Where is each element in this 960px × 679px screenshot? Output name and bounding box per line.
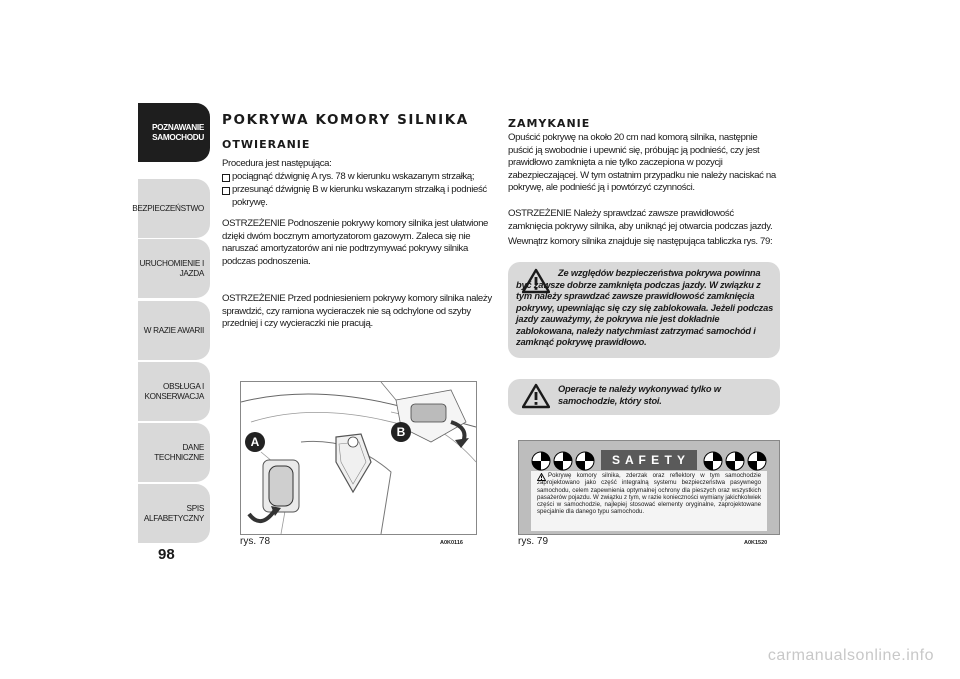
warning-paragraph: OSTRZEŻENIE Podnoszenie pokrywy komory silnika jest ułatwione dzięki dwóm bocznym amortyzatorom gazowym. Zaleca się nie naruszać amortyzatorów ani nie podtrzymywać pokrywy silnika podczas podnoszenia. <box>222 218 489 267</box>
tab-dane-techniczne[interactable]: DANE TECHNICZNE <box>138 423 210 482</box>
tab-spis-alfabetyczny[interactable]: SPIS ALFABETYCZNY <box>138 484 210 543</box>
safety-text-panel <box>531 471 767 531</box>
warning-box <box>508 262 780 358</box>
figure-caption: rys. 78 <box>240 536 271 547</box>
figure-79-safety-plate <box>518 440 780 535</box>
tab-poznawanie-samochodu[interactable]: POZNAWANIE SAMOCHODU <box>138 103 210 162</box>
tab-bezpieczenstwo[interactable]: BEZPIECZEŃSTWO <box>138 179 210 238</box>
plate-intro: Wewnątrz komory silnika znajduje się następująca tabliczka rys. 79: <box>508 236 773 247</box>
bullet-item <box>222 184 490 209</box>
figure-code: A0K0116 <box>440 540 463 546</box>
warning-box-text: Operacje te należy wykonywać tylko w samochodzie, który stoi. <box>558 384 721 406</box>
bullet-text: pociągnąć dźwignię A rys. 78 w kierunku wskazanym strzałką; <box>232 171 475 182</box>
car-front-illustration <box>241 382 476 534</box>
section-title: POKRYWA KOMORY SILNIKA <box>222 112 469 128</box>
closing-paragraph: Opuścić pokrywę na około 20 cm nad komorą silnika, następnie puścić ją swobodnie i upewnić się, próbując ją podnieść, czy jest prawidłowo zamknięta a nie tylko zaczepiona w pozycji zabezpieczającej. W tym ostatnim przypadku nie należy naciskać na pokrywę, ale podnieść ją i powtórzyć czynności. <box>508 132 776 194</box>
watermark: carmanualsonline.info <box>767 647 934 664</box>
checkbox-bullet-icon <box>222 187 230 195</box>
tab-w-razie-awarii[interactable]: W RAZIE AWARII <box>138 301 210 360</box>
warning-triangle-icon <box>522 383 550 409</box>
intro-text: Procedura jest następująca: <box>222 158 332 169</box>
page-number: 98 <box>158 546 175 563</box>
subsection-title-zamykanie: ZAMYKANIE <box>508 117 591 130</box>
bullet-item <box>222 171 490 184</box>
tab-uruchomienie-i-jazda[interactable]: URUCHOMIENIE I JAZDA <box>138 239 210 298</box>
warning-box <box>508 379 780 415</box>
safety-text: Pokrywę komory silnika, zderzak oraz reflektory w tym samochodzie zaprojektowano jako część integralną systemu bezpieczeństwa pasywnego samochodu, celem zapewnienia optymalnej ochrony dla pieszych oraz wszystkich pasażerów pojazdu. W związku z tym, w razie konieczności wymiany jakichkolwiek części w samochodzie, najlepiej stosować elementy oryginalne, zaprojektowane specjalnie dla danego typu samochodu. <box>537 472 761 516</box>
tab-obsluga-i-konserwacja[interactable]: OBSŁUGA I KONSERWACJA <box>138 362 210 421</box>
safety-title: S A F E T Y <box>601 450 697 470</box>
label-b-badge: B <box>391 422 411 442</box>
label-a-badge: A <box>245 432 265 452</box>
figure-caption: rys. 79 <box>518 536 549 547</box>
warning-paragraph: OSTRZEŻENIE Należy sprawdzać zawsze prawidłowość zamknięcia pokrywy silnika, aby uniknąć jej otwarcia podczas jazdy. <box>508 208 773 232</box>
checkbox-bullet-icon <box>222 174 230 182</box>
figure-78-hood-release <box>240 381 477 535</box>
warning-box-text: Ze względów bezpieczeństwa pokrywa powinna być zawsze dobrze zamknięta podczas jazdy. W związku z tym należy sprawdzać zawsze prawidłowość zamknięcia pokrywy, upewniając się czy się zablokowała. Jeżeli podczas jazdy zauważymy, że pokrywa nie jest dokładnie zablokowana, należy natychmiast zatrzymać samochód i zamknąć pokrywę prawidłowo. <box>516 268 774 347</box>
warning-paragraph: OSTRZEŻENIE Przed podniesieniem pokrywy komory silnika należy sprawdzić, czy ramiona wycieraczek nie są odchylone od szyby przedniej i czy wycieraczki nie pracują. <box>222 293 492 330</box>
subsection-title-otwieranie: OTWIERANIE <box>222 138 311 151</box>
figure-code: A0K1520 <box>744 540 768 546</box>
bullet-text: przesunąć dźwignię B w kierunku wskazanym strzałką i podnieść pokrywę. <box>232 184 487 208</box>
